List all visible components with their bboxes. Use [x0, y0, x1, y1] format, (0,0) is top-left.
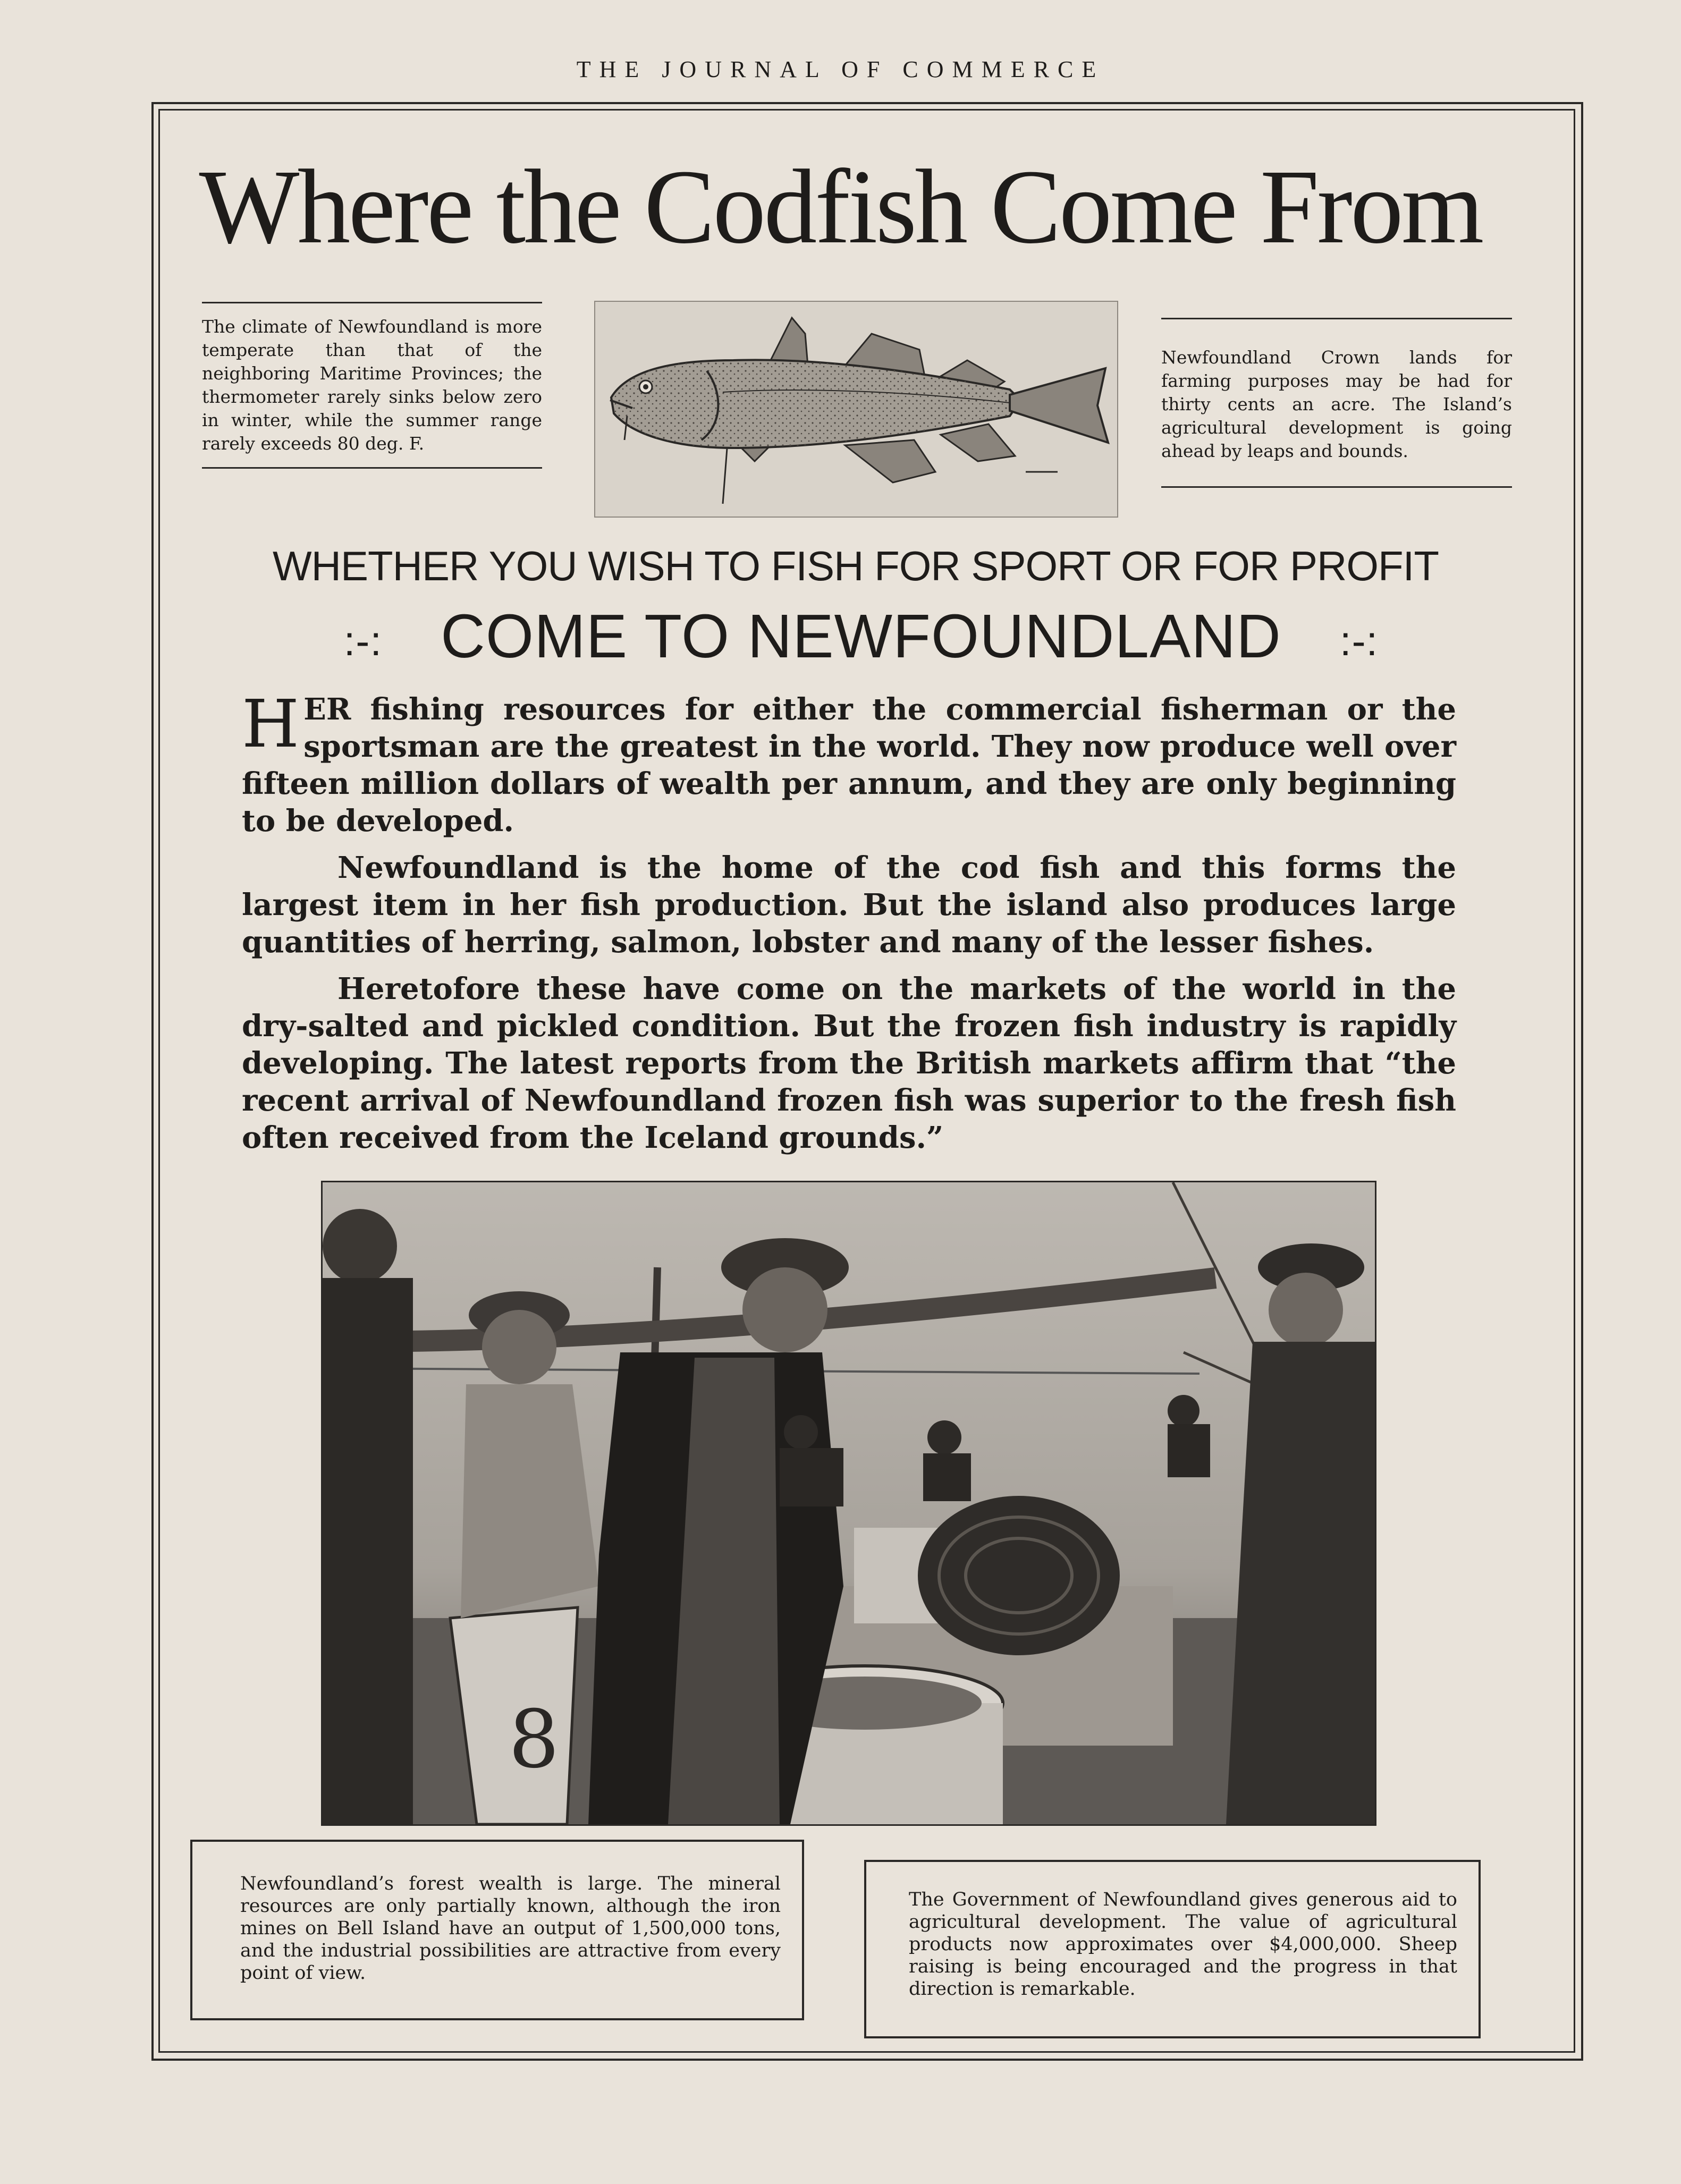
- paragraph-2: Newfoundland is the home of the cod fish and this forms the largest item in her fish production. But the island also produces large quantities of herring, salmon, lobster and many of the lesser fishes.: [242, 850, 1456, 960]
- paragraph-1: [242, 686, 1456, 840]
- drop-cap: H: [242, 686, 300, 763]
- ornament-right: :-:: [1339, 617, 1379, 664]
- codfish-drawing: [595, 302, 1117, 517]
- fishermen-photo: [321, 1181, 1376, 1826]
- codfish-illustration: [594, 301, 1118, 518]
- agriculture-box: The Government of Newfoundland gives generous aid to agricultural development. The value of agricultural products now approximates over $4,000,000. Sheep raising is being encouraged and the progress in that direction is remarkable.: [864, 1860, 1481, 2038]
- forest-wealth-box: Newfoundland’s forest wealth is large. The mineral resources are only partially known, although the iron mines on Bell Island have an output of 1,500,000 tons, and the industrial possibilities are attractive from every point of view.: [190, 1840, 804, 2020]
- call-to-action: [276, 600, 1446, 672]
- climate-note: The climate of Newfoundland is more temperate than that of the neighboring Maritime Provinces; the thermometer rarely sinks below zero in winter, while the summer range rarely exceeds 80 deg. F.: [202, 302, 542, 469]
- cta-text: COME TO NEWFOUNDLAND: [441, 602, 1281, 671]
- running-head: THE JOURNAL OF COMMERCE: [576, 56, 1105, 82]
- fishermen-scene: [323, 1182, 1375, 1824]
- headline: Where the Codfish Come From: [199, 148, 1482, 266]
- paragraph-3: Heretofore these have come on the markets of the world in the dry-salted and pickled condition. But the frozen fish industry is rapidly developing. The latest reports from the British markets affirm that “the recent arrival of Newfoundland frozen fish was superior to the fresh fish often received from the Iceland grounds.”: [242, 971, 1456, 1155]
- bucket-marking: 8: [509, 1694, 560, 1786]
- subheading: WHETHER YOU WISH TO FISH FOR SPORT OR FOR PROFIT: [273, 543, 1439, 589]
- ornament-left: :-:: [343, 617, 383, 664]
- body-copy: [242, 686, 1456, 1166]
- paragraph-1-text: ER fishing resources for either the commercial fisherman or the sportsman are the greatest in the world. They now produce well over fifteen million dollars of wealth per annum, and they are only beginning to be developed.: [242, 692, 1456, 839]
- crown-lands-note: Newfoundland Crown lands for farming purposes may be had for thirty cents an acre. The Island’s agricultural development is going ahead by leaps and bounds.: [1161, 318, 1512, 488]
